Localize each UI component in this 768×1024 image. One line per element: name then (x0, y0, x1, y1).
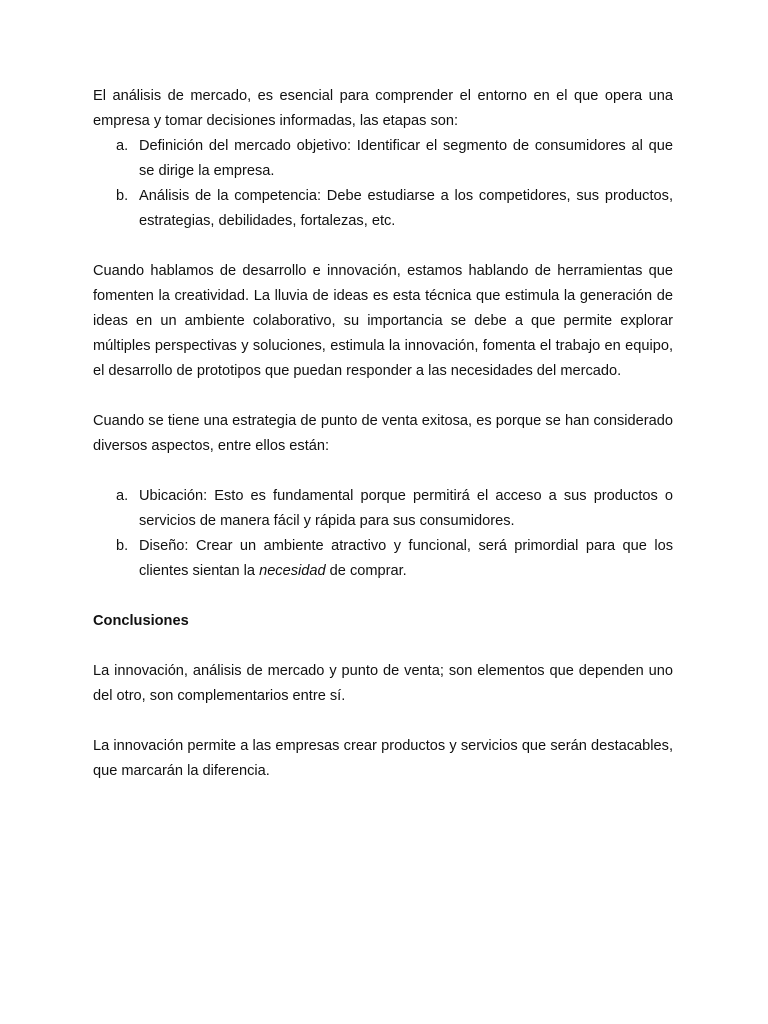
list-item-text: Análisis de la competencia: Debe estudiarse a los competidores, sus productos, estrategias, debilidades, fortalezas, etc. (139, 188, 673, 229)
list-item (93, 534, 673, 584)
list-item (93, 134, 673, 184)
document-page (93, 84, 673, 784)
conclusion-paragraph-2: La innovación permite a las empresas crear productos y servicios que serán destacables, que marcarán la diferencia. (93, 738, 673, 779)
market-analysis-intro: El análisis de mercado, es esencial para comprender el entorno en el que opera una empresa y tomar decisiones informadas, las etapas son: (93, 88, 673, 129)
list-item-text-end: de comprar. (325, 563, 407, 579)
list-item-text: Definición del mercado objetivo: Identificar el segmento de consumidores al que se dirige la empresa. (139, 138, 673, 179)
conclusions-heading: Conclusiones (93, 613, 189, 629)
list-marker: b. (116, 188, 129, 204)
point-of-sale-intro: Cuando se tiene una estrategia de punto de venta exitosa, es porque se han considerado diversos aspectos, entre ellos están: (93, 413, 673, 454)
point-of-sale-aspects-list (93, 484, 673, 584)
list-marker: a. (116, 138, 129, 154)
list-item (93, 484, 673, 534)
market-analysis-stages-list (93, 134, 673, 234)
innovation-paragraph: Cuando hablamos de desarrollo e innovación, estamos hablando de herramientas que fomenten la creatividad. La lluvia de ideas es esta técnica que estimula la generación de ideas en un ambiente colaborativo, su importancia se debe a que permite explorar múltiples perspectivas y soluciones, estimula la innovación, fomenta el trabajo en equipo, el desarrollo de prototipos que puedan responder a las necesidades del mercado. (93, 263, 673, 379)
list-item-text (139, 538, 673, 579)
conclusion-paragraph-1: La innovación, análisis de mercado y punto de venta; son elementos que dependen uno del otro, son complementarios entre sí. (93, 663, 673, 704)
list-item (93, 184, 673, 234)
list-marker: b. (116, 538, 129, 554)
list-marker: a. (116, 488, 129, 504)
list-item-text: Ubicación: Esto es fundamental porque permitirá el acceso a sus productos o servicios de manera fácil y rápida para sus consumidores. (139, 488, 673, 529)
list-item-text-start: Diseño: Crear un ambiente atractivo y funcional, será primordial para que los clientes sientan la (139, 538, 673, 579)
emphasized-word: necesidad (259, 563, 326, 579)
